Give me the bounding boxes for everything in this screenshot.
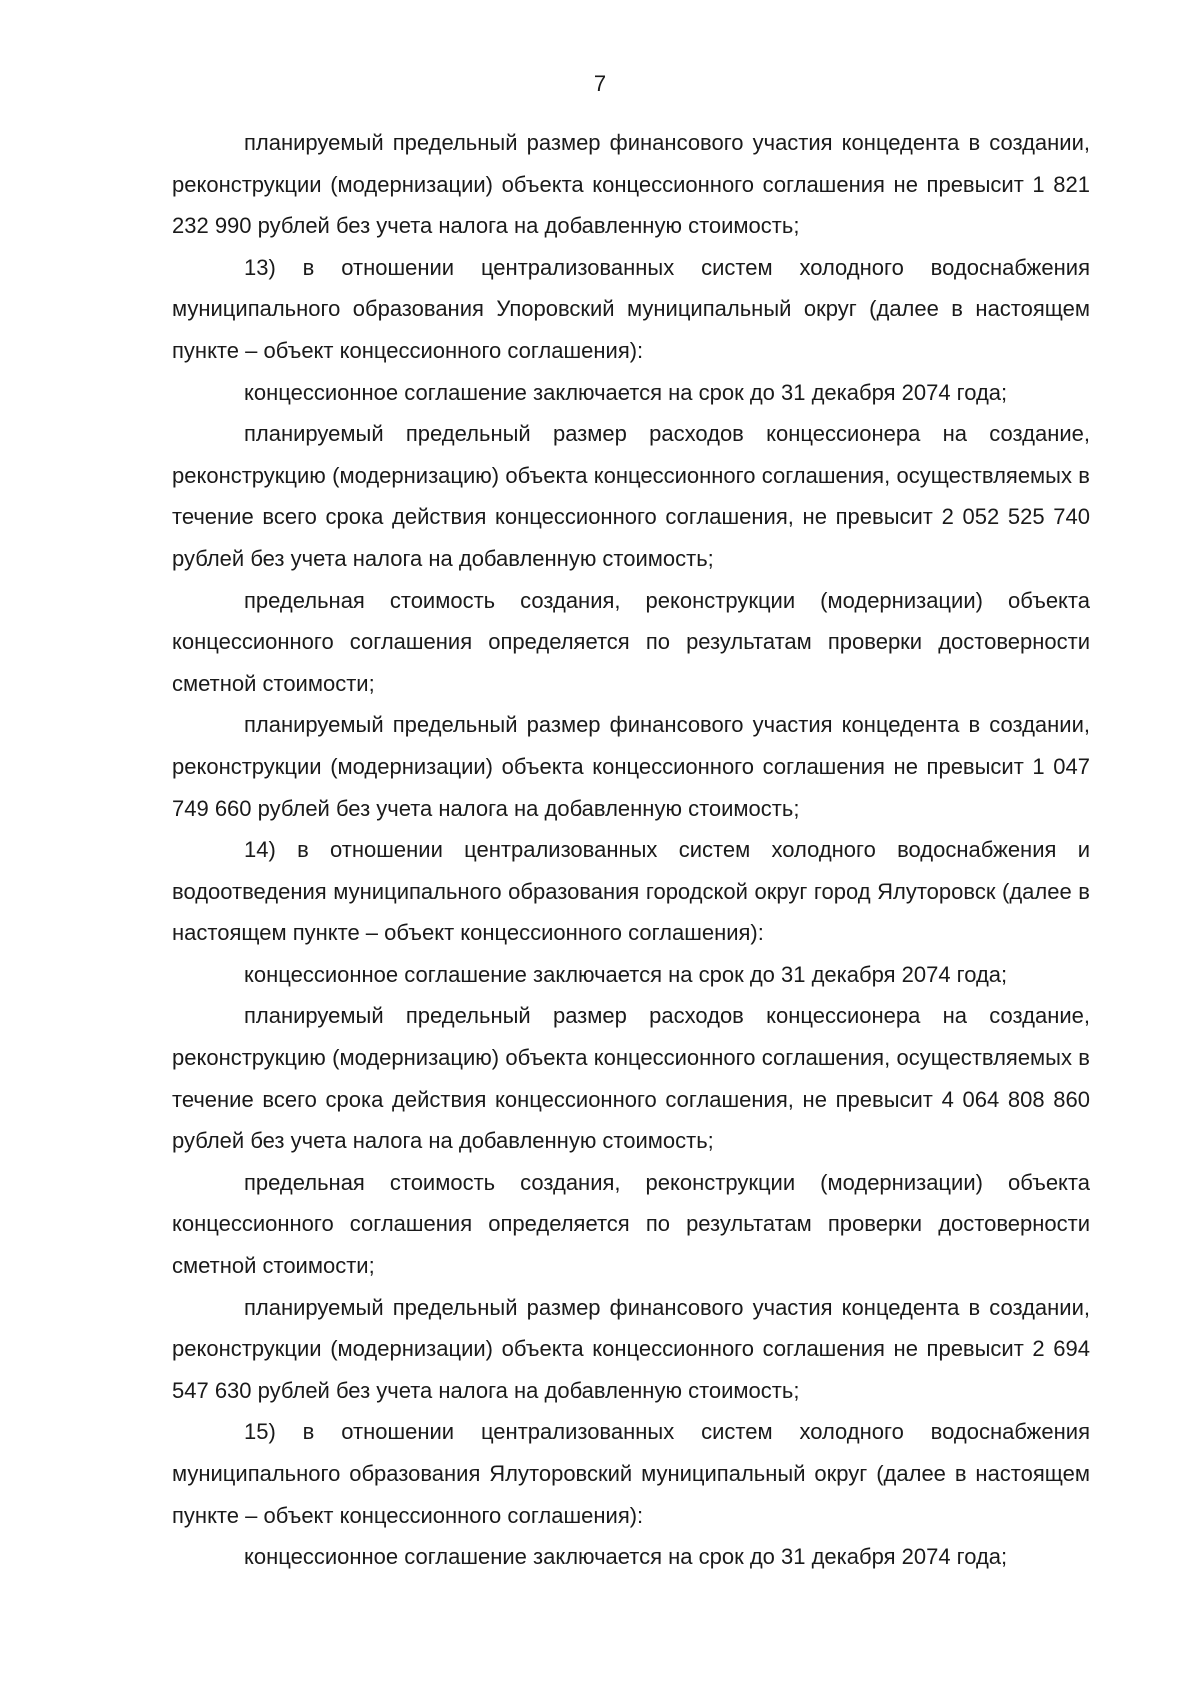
paragraph-term: концессионное соглашение заключается на срок до 31 декабря 2074 года; [244, 1544, 1008, 1570]
paragraph-item-15: 15) в отношении централизованных систем холодного водоснабжения муниципального образования Ялуторовский муниципальный округ (далее в настоящем пункте – объект концессионного соглашения): [172, 1419, 1090, 1528]
paragraph-expense-limit: планируемый предельный размер расходов концессионера на создание, реконструкцию (модернизацию) объекта концессионного соглашения, осуществляемых в течение всего срока действия концессионного соглашения, не превысит 4 064 808 860 рублей без учета налога на добавленную стоимость; [172, 1003, 1090, 1154]
paragraph-financing-limit: планируемый предельный размер финансового участия концедента в создании, реконструкции (модернизации) объекта концессионного соглашения не превысит 1 047 749 660 рублей без учета налога на добавленную стоимость; [172, 712, 1090, 821]
paragraph-financing-limit: планируемый предельный размер финансового участия концедента в создании, реконструкции (модернизации) объекта концессионного соглашения не превысит 2 694 547 630 рублей без учета налога на добавленную стоимость; [172, 1294, 1090, 1403]
paragraph-cost-determination: предельная стоимость создания, реконструкции (модернизации) объекта концессионного соглашения определяется по результатам проверки достоверности сметной стоимости; [172, 587, 1090, 696]
paragraph-term: концессионное соглашение заключается на срок до 31 декабря 2074 года; [244, 961, 1008, 987]
paragraph-item-14: 14) в отношении централизованных систем холодного водоснабжения и водоотведения муниципального образования городской округ город Ялуторовск (далее в настоящем пункте – объект концессионного соглашения): [172, 837, 1090, 946]
page-number: 7 [593, 71, 607, 96]
paragraph-term: концессионное соглашение заключается на срок до 31 декабря 2074 года; [244, 379, 1008, 405]
paragraph-financing-limit: планируемый предельный размер финансового участия концедента в создании, реконструкции (модернизации) объекта концессионного соглашения не превысит 1 821 232 990 рублей без учета налога на добавленную стоимость; [172, 130, 1090, 239]
paragraph-cost-determination: предельная стоимость создания, реконструкции (модернизации) объекта концессионного соглашения определяется по результатам проверки достоверности сметной стоимости; [172, 1169, 1090, 1279]
paragraph-item-13: 13) в отношении централизованных систем холодного водоснабжения муниципального образования Упоровский муниципальный округ (далее в настоящем пункте – объект концессионного соглашения): [172, 254, 1090, 363]
document-body [172, 122, 1090, 1578]
paragraph-expense-limit: планируемый предельный размер расходов концессионера на создание, реконструкцию (модернизацию) объекта концессионного соглашения, осуществляемых в течение всего срока действия концессионного соглашения, не превысит 2 052 525 740 рублей без учета налога на добавленную стоимость; [172, 421, 1090, 571]
